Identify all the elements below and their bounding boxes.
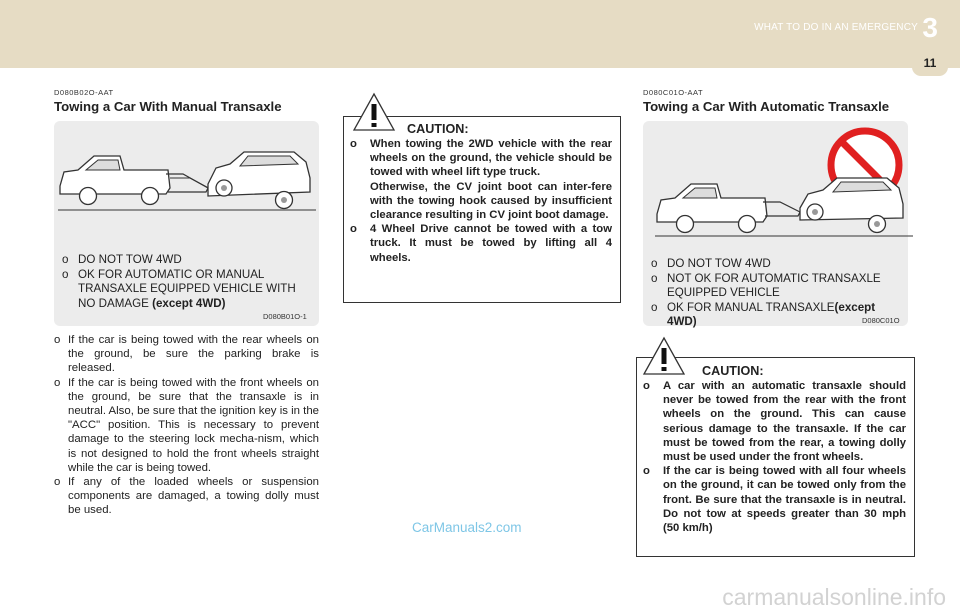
bullet-marker: o [350, 223, 357, 236]
item-text: DO NOT TOW 4WD [78, 253, 182, 266]
bullet-marker: o [54, 476, 61, 489]
bullet-marker: o [62, 253, 69, 266]
figure-code-right: D080C01O [862, 316, 900, 325]
caution-line: Otherwise, the CV joint boot can inter-fere with the towing hook caused by insufficient clearance resulting in CV joint boot damage. [370, 180, 612, 222]
item-text: NOT OK FOR AUTOMATIC TRANSAXLE EQUIPPED VEHICLE [667, 271, 881, 299]
figure-code-left: D080B01O-1 [263, 312, 307, 321]
item-text: OK FOR AUTOMATIC OR MANUAL TRANSAXLE EQUIPPED VEHICLE WITH NO DAMAGE [78, 267, 296, 310]
page-number: 11 [923, 56, 937, 70]
list-item [62, 253, 314, 268]
item-text: If the car is being towed with the front wheels on the ground, be sure that the transaxle is in neutral. Also, be sure that the ignition key is in the "ACC" position. This is necessary to prevent damage to the steering lock mecha-nism, which is not designed to hold the front wheels straight while the car is being towed. [68, 376, 319, 474]
tow-truck-illustration-right [655, 176, 913, 244]
list-item [54, 333, 319, 376]
header-band [0, 0, 960, 68]
caution-line: 4 Wheel Drive cannot be towed with a tow truck. It must be towed by lifting all 4 wheels. [370, 223, 612, 264]
caution-title-middle: CAUTION: [407, 122, 469, 136]
list-item [651, 272, 903, 301]
item-emphasis: (except 4WD) [152, 296, 226, 310]
tow-truck-illustration [58, 150, 316, 218]
list-item [643, 379, 906, 464]
bullet-marker: o [651, 257, 658, 270]
bullet-marker: o [651, 271, 658, 285]
caution-item [350, 137, 612, 222]
watermark-link[interactable]: CarManuals2.com [412, 520, 522, 535]
caution-list-middle [350, 137, 612, 265]
item-emphasis: (except 4WD) [667, 300, 876, 328]
list-item [643, 464, 906, 535]
section-code: D080B02O-AAT [54, 88, 114, 97]
bullet-marker: o [651, 300, 658, 314]
figure-notes-left [62, 253, 314, 311]
caution-title-right: CAUTION: [702, 364, 764, 378]
section-heading: Towing a Car With Manual Transaxle [54, 99, 282, 114]
item-text: If the car is being towed with the rear wheels on the ground, be sure the parking brake is released. [68, 334, 319, 375]
item-text: A car with an automatic transaxle should never be towed from the rear with the front wheels on the ground. This can cause serious damage to the transaxle. If the car must be towed from the rear, a towing dolly must be used under the front wheels. [663, 380, 906, 464]
warning-icon [642, 336, 686, 376]
list-item [62, 268, 314, 312]
body-instructions [54, 333, 319, 518]
bullet-marker: o [62, 267, 69, 281]
bullet-marker: o [54, 334, 61, 346]
list-item [54, 475, 319, 518]
bullet-marker: o [643, 465, 650, 478]
item-text: If the car is being towed with all four wheels on the ground, it can be towed only from the front. Be sure that the transaxle is in neutral. Do not tow at speeds greater than 30 mph (50 km/h) [663, 465, 906, 535]
section-code-right: D080C01O-AAT [643, 88, 704, 97]
chapter-number: 3 [922, 12, 938, 43]
chapter-title: WHAT TO DO IN AN EMERGENCY [754, 22, 918, 33]
item-text: If any of the loaded wheels or suspension components are damaged, a towing dolly must be used. [68, 476, 319, 517]
caution-line: When towing the 2WD vehicle with the rear wheels on the ground, the vehicle should be towed with wheel lift type truck. [370, 138, 612, 179]
bullet-marker: o [643, 380, 650, 392]
list-item [54, 376, 319, 475]
bullet-marker: o [350, 138, 357, 150]
caution-item [350, 222, 612, 265]
item-text: DO NOT TOW 4WD [667, 257, 771, 270]
warning-icon [352, 92, 396, 132]
list-item [651, 257, 903, 272]
section-heading-right: Towing a Car With Automatic Transaxle [643, 99, 890, 114]
list-item [651, 301, 903, 330]
caution-list-right [643, 379, 906, 535]
item-text: OK FOR MANUAL TRANSAXLE [667, 300, 835, 314]
footer-watermark[interactable]: carmanualsonline.info [722, 584, 946, 610]
bullet-marker: o [54, 376, 61, 389]
